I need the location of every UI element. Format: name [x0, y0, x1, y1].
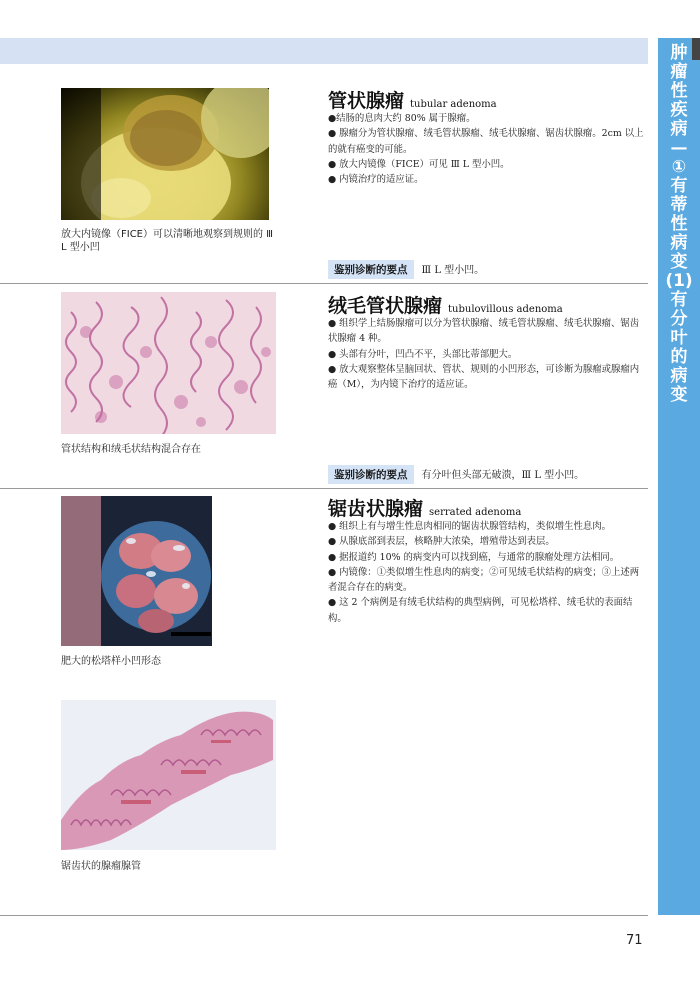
chapter-side-tab — [658, 38, 700, 915]
side-tab-char: 病 — [670, 366, 688, 386]
keypoint-text: Ⅲ L 型小凹。 — [421, 265, 485, 276]
side-tab-char: 的 — [670, 347, 688, 367]
title-zh: 锯齿状腺瘤 — [328, 498, 424, 520]
differential-keypoint — [328, 465, 584, 484]
bullet-item: ● 内镜像：①类似增生性息肉的病变；②可见绒毛状结构的病变；③上述两者混合存在的病变。 — [328, 566, 640, 594]
side-tab-char: 瘤 — [670, 62, 688, 82]
image-caption: 肥大的松塔样小凹形态 — [61, 656, 161, 667]
side-tab-char: 蒂 — [670, 195, 688, 215]
side-tab-char: 有 — [670, 176, 688, 196]
bullet-item: ● 组织上有与增生性息肉相同的锯齿状腺管结构，类似增生性息肉。 — [328, 521, 612, 532]
bullet-item: ● 内镜治疗的适应证。 — [328, 174, 424, 186]
histology-image-tubulovillous — [61, 292, 276, 434]
image-caption: 锯齿状的腺瘤腺管 — [61, 861, 141, 872]
side-tab-char: (1) — [665, 271, 693, 291]
side-tab-char: 变 — [670, 252, 688, 272]
bullet-item: ● 腺瘤分为管状腺瘤、绒毛管状腺瘤、绒毛状腺瘤、锯齿状腺瘤。2cm 以上的就有癌变的可能。 — [328, 128, 644, 155]
side-tab-char: 肿 — [670, 43, 688, 63]
chapter-title — [658, 44, 700, 405]
page-number: 71 — [626, 933, 643, 948]
side-tab-char: — — [670, 138, 688, 158]
section-title — [328, 86, 497, 113]
side-tab-char: 病 — [670, 233, 688, 253]
keypoint-label: 鉴别诊断的要点 — [328, 260, 414, 279]
bullet-item: ● 组织学上结肠腺瘤可以分为管状腺瘤、绒毛管状腺瘤、绒毛状腺瘤、锯齿状腺瘤 4 种。 — [328, 318, 640, 345]
section-title — [328, 291, 563, 318]
bullet-item: ● 放大观察整体呈脑回状、管状、规则的小凹形态，可诊断为腺瘤或腺瘤内癌（M），为内镜下治疗的适应证。 — [328, 363, 640, 391]
bullet-list — [328, 111, 648, 187]
side-tab-char: 分 — [670, 309, 688, 329]
header-band — [0, 38, 648, 64]
title-en: serrated adenoma — [429, 507, 522, 518]
side-tab-char: 变 — [670, 385, 688, 405]
differential-keypoint — [328, 260, 484, 279]
title-en: tubulovillous adenoma — [448, 304, 563, 315]
bullet-list — [328, 316, 648, 392]
side-tab-char: 病 — [670, 119, 688, 139]
image-caption: 管状结构和绒毛状结构混合存在 — [61, 444, 201, 455]
side-tab-char: 叶 — [670, 328, 688, 348]
histology-image-serrated — [61, 700, 276, 850]
title-en: tubular adenoma — [410, 99, 497, 110]
side-tab-char: 性 — [670, 81, 688, 101]
bullet-item: ● 据报道约 10% 的病变内可以找到癌，与通常的腺瘤处理方法相同。 — [328, 551, 620, 563]
section-title — [328, 494, 521, 521]
bullet-list — [328, 519, 648, 626]
bullet-item: ● 这 2 个病例是有绒毛状结构的典型病例，可见松塔样、绒毛状的表面结构。 — [328, 597, 633, 624]
image-caption: 放大内镜像（FICE）可以清晰地观察到规则的 Ⅲ L 型小凹 — [61, 229, 274, 253]
side-tab-char: 疾 — [670, 100, 688, 120]
footer-divider — [0, 915, 648, 916]
title-zh: 管状腺瘤 — [328, 90, 405, 112]
bullet-item: ● 头部有分叶，凹凸不平，头部比蒂部肥大。 — [328, 348, 518, 360]
title-zh: 绒毛管状腺瘤 — [328, 295, 443, 317]
side-tab-char: 有 — [670, 290, 688, 310]
keypoint-text: 有分叶但头部无破溃，Ⅲ L 型小凹。 — [421, 470, 585, 481]
bullet-item: ●结肠的息肉大约 80% 属于腺瘤。 — [328, 113, 476, 124]
section-divider — [0, 488, 648, 489]
section-divider — [0, 283, 648, 284]
keypoint-label: 鉴别诊断的要点 — [328, 465, 414, 484]
endoscopy-image-serrated — [61, 496, 212, 646]
bullet-item: ● 放大内镜像（FICE）可见 Ⅲ L 型小凹。 — [328, 158, 510, 170]
side-tab-char: ① — [671, 157, 687, 177]
side-tab-char: 性 — [670, 214, 688, 234]
endoscopy-image-tubular — [61, 88, 269, 220]
side-tab-marker — [692, 38, 700, 60]
bullet-item: ● 从腺底部到表层，核略肿大浓染，增殖带达到表层。 — [328, 536, 555, 548]
